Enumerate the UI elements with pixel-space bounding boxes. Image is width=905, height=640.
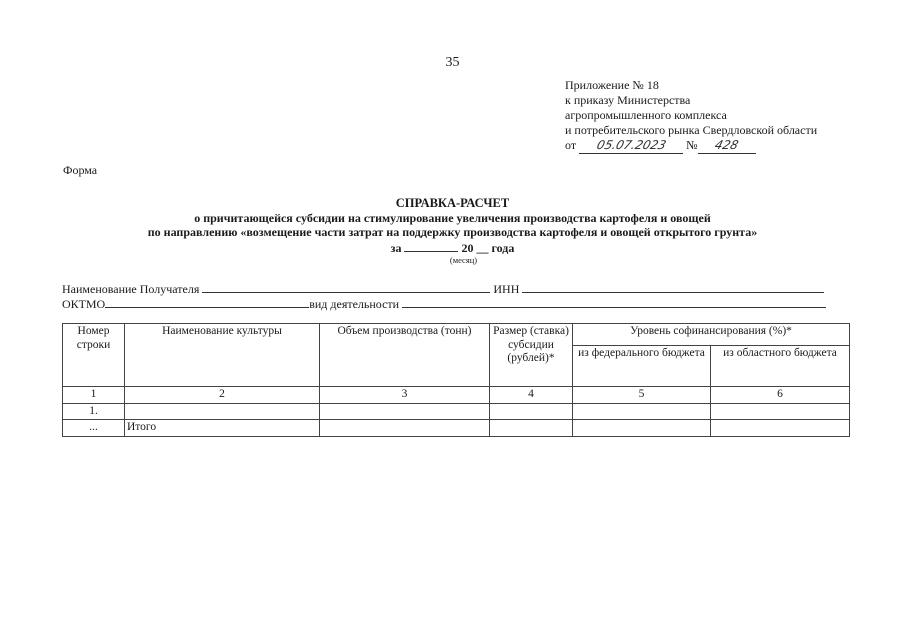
col-number-6: 6 xyxy=(711,387,850,404)
col-number-1: 1 xyxy=(63,387,125,404)
col-number-5: 5 xyxy=(573,387,711,404)
appendix-line-1: Приложение № 18 xyxy=(565,78,659,92)
page-number: 35 xyxy=(445,55,460,70)
header-subsidy-rate: Размер (ставка) субсидии (рублей)* xyxy=(490,324,573,387)
table-row xyxy=(63,403,850,420)
numbering-row xyxy=(63,387,850,404)
activity-label: вид деятельности xyxy=(309,297,400,311)
col-number-2: 2 xyxy=(125,387,320,404)
table-row-total xyxy=(63,420,850,437)
handwritten-number: 428 xyxy=(713,138,741,152)
header-row-number: Номер строки xyxy=(63,324,125,387)
appendix-date-row xyxy=(565,138,817,154)
title-line-2: о причитающейся субсидии на стимулирование увеличения производства картофеля и овощей xyxy=(194,210,711,225)
document-title xyxy=(0,196,905,255)
appendix-line-3: агропромышленного комплекса xyxy=(565,108,727,122)
header-regional-budget: из областного бюджета xyxy=(711,346,850,387)
row-number: ... xyxy=(63,420,125,437)
inn-label: ИНН xyxy=(493,282,520,296)
col-number-4: 4 xyxy=(490,387,573,404)
oktmo-row xyxy=(62,296,826,312)
col-number-3: 3 xyxy=(320,387,490,404)
month-blank xyxy=(404,240,458,252)
calculation-table xyxy=(62,323,850,437)
date-line xyxy=(579,138,683,154)
row-crop-name xyxy=(125,403,320,420)
recipient-label: Наименование Получателя xyxy=(62,282,200,296)
row-rate xyxy=(490,403,573,420)
title-heading: СПРАВКА-РАСЧЕТ xyxy=(395,196,510,210)
row-number: 1. xyxy=(63,403,125,420)
appendix-line-4: и потребительского рынка Свердловской области xyxy=(565,123,818,137)
oktmo-field[interactable] xyxy=(105,296,309,308)
appendix-block xyxy=(565,78,817,154)
row-regional xyxy=(711,403,850,420)
number-prefix: № xyxy=(686,138,698,152)
title-line-3: по направлению «возмещение части затрат на поддержку производства картофеля и овощей открытого грунта» xyxy=(147,225,758,239)
oktmo-label: ОКТМО xyxy=(62,297,106,311)
number-line xyxy=(698,138,756,154)
row-rate xyxy=(490,420,573,437)
row-federal xyxy=(573,420,711,437)
date-prefix: от xyxy=(565,138,577,152)
recipient-field[interactable] xyxy=(202,281,490,293)
row-volume xyxy=(320,420,490,437)
header-federal-budget: из федерального бюджета xyxy=(573,346,711,387)
header-crop-name: Наименование культуры xyxy=(125,324,320,387)
inn-field[interactable] xyxy=(522,281,824,293)
period-year: 20 __ года xyxy=(461,240,515,255)
month-note: (месяц) xyxy=(449,255,478,265)
period-prefix: за xyxy=(390,240,402,255)
row-crop-name: Итого xyxy=(125,420,320,437)
row-federal xyxy=(573,403,711,420)
header-row-1 xyxy=(63,324,850,346)
form-label: Форма xyxy=(63,163,98,177)
recipient-row xyxy=(62,281,824,297)
header-production-volume: Объем производства (тонн) xyxy=(320,324,490,387)
header-cofinancing: Уровень софинансирования (%)* xyxy=(573,324,850,346)
handwritten-date: 05.07.2023 xyxy=(594,138,668,152)
title-period xyxy=(0,240,905,256)
row-regional xyxy=(711,420,850,437)
activity-field[interactable] xyxy=(402,296,826,308)
appendix-line-2: к приказу Министерства xyxy=(565,93,691,107)
row-volume xyxy=(320,403,490,420)
